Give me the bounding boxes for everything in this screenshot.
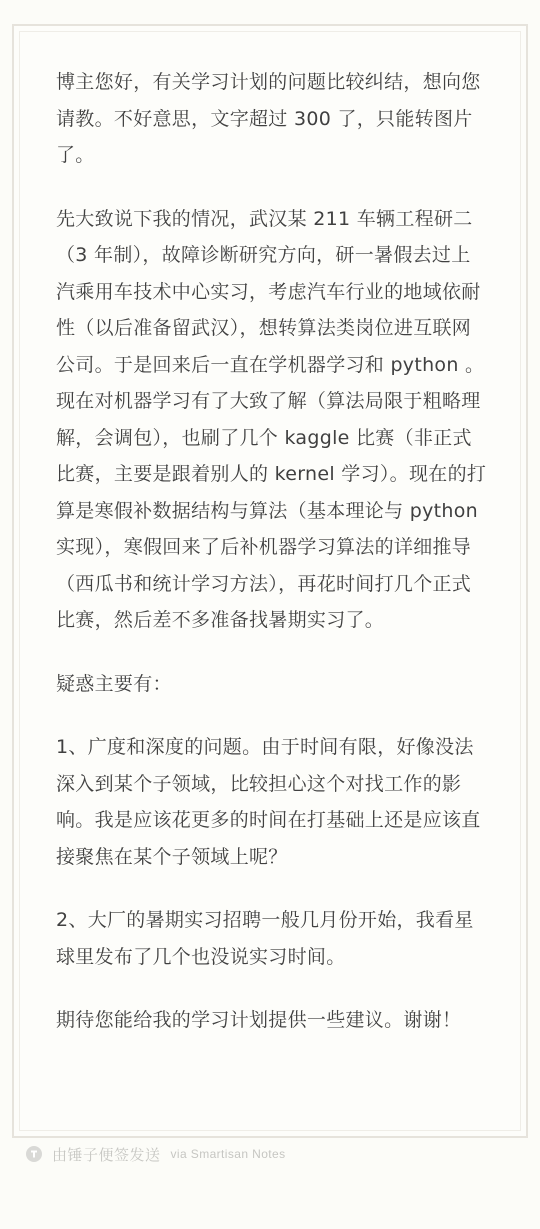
- note-paragraph-situation: 先大致说下我的情况，武汉某 211 车辆工程研二（3 年制），故障诊断研究方向，研一暑假去过上汽乘用车技术中心实习，考虑汽车行业的地域依耐性（以后准备留武汉），想转算法类岗位进互联网公司。于是回来后一直在学机器学习和 python 。现在对机器学习有了大致了解（算法局限于粗略理解，会调包），也刷了几个 kaggle 比赛（非正式比赛，主要是跟着别人的 kernel 学习）。现在的打算是寒假补数据结构与算法（基本理论与 python 实现），寒假回来了后补机器学习算法的详细推导（西瓜书和统计学习方法），再花时间打几个正式比赛，然后差不多准备找暑期实习了。: [56, 207, 487, 631]
- footer-sent-by-chinese: 由锤子便签发送: [52, 1145, 161, 1164]
- note-paragraph-question-2: 2、大厂的暑期实习招聘一般几月份开始，我看星球里发布了几个也没说实习时间。: [56, 909, 474, 968]
- note-paragraph-greeting: 博主您好，有关学习计划的问题比较纠结，想向您请教。不好意思，文字超过 300 了，只能转图片了。: [56, 71, 481, 166]
- note-content: [56, 64, 488, 1039]
- note-paragraph-questions-heading: 疑惑主要有：: [56, 672, 172, 695]
- note-paragraph-closing: 期待您能给我的学习计划提供一些建议。谢谢！: [56, 1009, 462, 1031]
- smartisan-logo-icon: [26, 1146, 42, 1162]
- note-paragraph-question-1: 1、广度和深度的问题。由于时间有限，好像没法深入到某个子领域，比较担心这个对找工作的影响。我是应该花更多的时间在打基础上还是应该直接聚焦在某个子领域上呢？: [56, 736, 481, 868]
- note-footer: [26, 1143, 286, 1165]
- footer-sent-by-english: via Smartisan Notes: [170, 1147, 286, 1161]
